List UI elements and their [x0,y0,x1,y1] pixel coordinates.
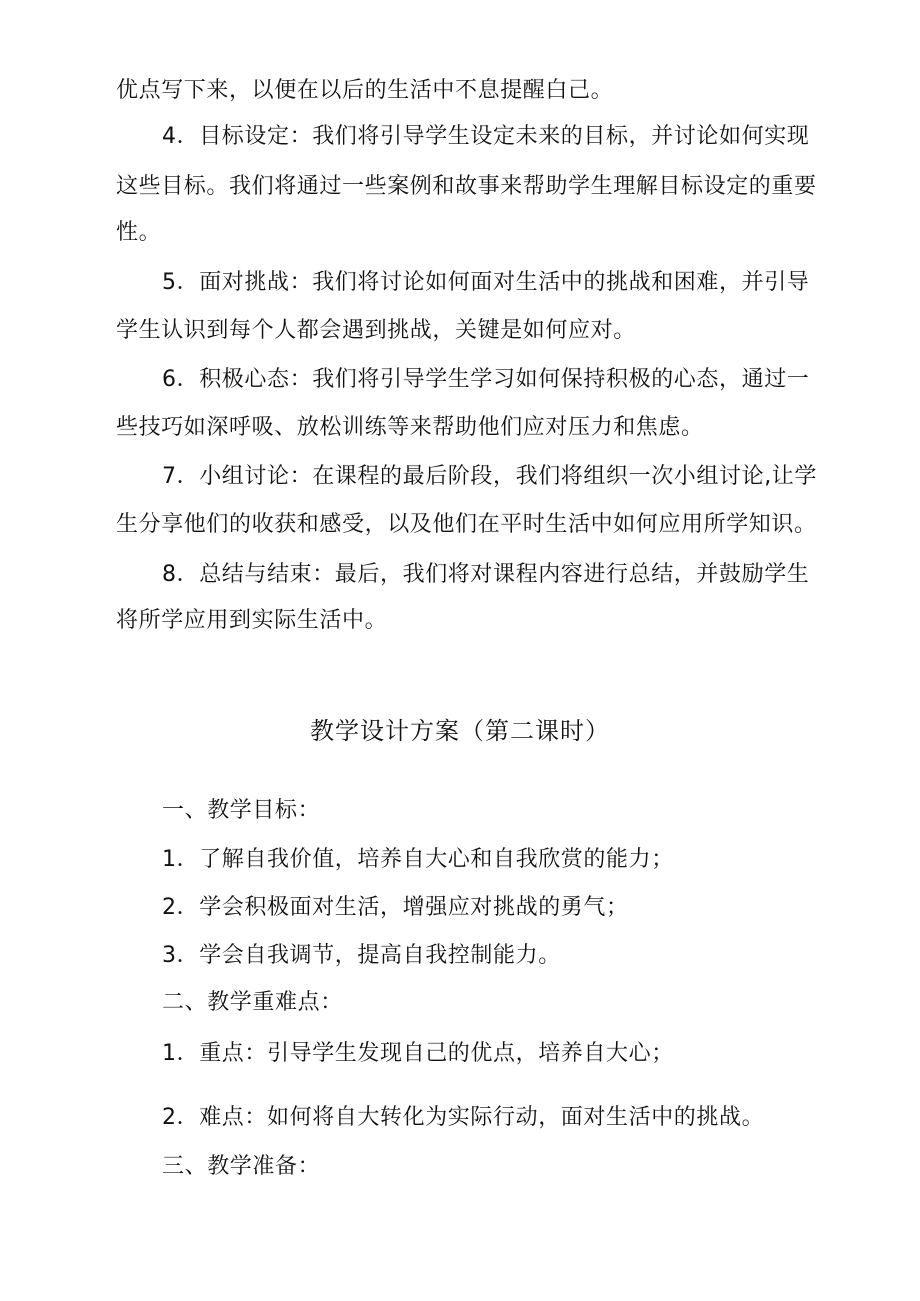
goal-item-2: 2．学会积极面对生活，增强应对挑战的勇气； [162,895,629,920]
goal-item-1: 1．了解自我价值，培养自大心和自我欣赏的能力； [162,847,674,872]
list-item-8-line-2: 将所学应用到实际生活中。 [116,608,388,633]
heading-teaching-prep: 三、教学准备： [162,1154,321,1179]
section-title: 教学设计方案（第二课时） [310,717,610,745]
paragraph-line: 优点写下来，以便在以后的生活中不息提醒白己。 [116,78,614,103]
heading-key-points: 二、教学重难点： [162,990,343,1015]
list-item-6-line-1: 6．积极心态：我们将引导学生学习如何保持积极的心态，通过一 [162,367,810,392]
list-item-7-line-1: 7．小组讨论：在课程的最后阶段，我们将组织一次小组讨论,让学 [162,464,817,489]
goal-item-3: 3．学会自我调节，提高自我控制能力。 [162,943,561,968]
list-item-7-line-2: 生分享他们的收获和感受，以及他们在平时生活中如何应用所学知识。 [116,512,817,537]
heading-teaching-goals: 一、教学目标： [162,798,321,823]
list-item-5-line-1: 5．面对挑战：我们将讨论如何面对生活中的挑战和困难，并引导 [162,270,810,295]
list-item-4-line-1: 4．目标设定：我们将引导学生设定未来的目标，并讨论如何实现 [162,124,810,149]
list-item-6-line-2: 些技巧如深呼吸、放松训练等来帮助他们应对压力和焦虑。 [116,415,704,440]
list-item-8-line-1: 8．总结与结束：最后，我们将对课程内容进行总结，并鼓励学生 [162,562,810,587]
key-point-item-2: 2．难点：如何将自大转化为实际行动，面对生活中的挑战。 [162,1105,765,1130]
list-item-4-line-3: 性。 [116,220,162,245]
key-point-item-1: 1．重点：引导学生发现自己的优点，培养自大心； [162,1041,674,1066]
list-item-4-line-2: 这些目标。我们将通过一些案例和故事来帮助学生理解目标设定的重要 [116,174,817,199]
list-item-5-line-2: 学生认识到每个人都会遇到挑战，关键是如何应对。 [116,318,636,343]
